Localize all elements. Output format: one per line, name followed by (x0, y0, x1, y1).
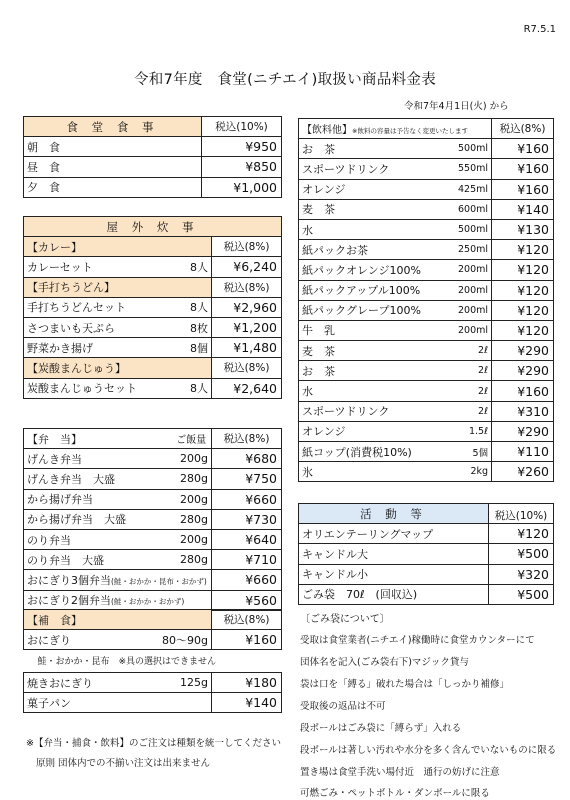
item-price: ¥290 (492, 421, 554, 441)
item-name: 朝 食 (24, 137, 202, 157)
outdoor-table (23, 216, 282, 399)
table-row (299, 381, 554, 401)
table-row (24, 673, 282, 693)
item-price: ¥750 (212, 469, 282, 489)
item-volume: 200ml (432, 300, 492, 320)
table-row (299, 320, 554, 340)
item-price: ¥710 (212, 550, 282, 570)
table-row (299, 401, 554, 421)
item-price: ¥120 (492, 280, 554, 300)
table-row (299, 341, 554, 361)
item-price: ¥140 (492, 199, 554, 219)
item-price: ¥2,640 (212, 378, 282, 398)
table-row (299, 584, 554, 604)
item-name: おにぎり (24, 630, 154, 650)
item-name: 紙パックお茶 (299, 240, 432, 260)
drinks-header: 【飲料他】 (302, 125, 352, 137)
item-volume: 200ml (432, 320, 492, 340)
item-name: 炭酸まんじゅうセット (24, 378, 174, 398)
item-volume: 2ℓ (432, 361, 492, 381)
item-price: ¥160 (492, 159, 554, 179)
table-row (299, 544, 554, 564)
table-row (24, 590, 282, 610)
item-price: ¥1,000 (202, 177, 282, 197)
order-note-1: ※【弁当・捕食・飲料】のご注文は種類を統一してください (26, 738, 281, 749)
table-row (24, 570, 282, 590)
item-volume: 2ℓ (432, 341, 492, 361)
item-price: ¥500 (489, 584, 554, 604)
item-price: ¥560 (212, 590, 282, 610)
item-price: ¥660 (212, 489, 282, 509)
item-price: ¥680 (212, 449, 282, 469)
table-row (299, 524, 554, 544)
table-row (299, 199, 554, 219)
rice-column-header: ご飯量 (172, 429, 212, 449)
item-name: げんき弁当 (24, 449, 172, 469)
item-rice: 280g (172, 550, 212, 570)
table-row (24, 509, 282, 529)
snack-table (23, 609, 282, 670)
item-name: 水 (299, 381, 432, 401)
item-volume: 550ml (432, 159, 492, 179)
item-name: 野菜かき揚げ (24, 338, 174, 358)
item-price: ¥120 (492, 320, 554, 340)
item-rice: 200g (172, 449, 212, 469)
item-volume: 2ℓ (432, 381, 492, 401)
item-name: げんき弁当 大盛 (24, 469, 172, 489)
garbage-line: 袋は口を「縛る」破れた場合は「しっかり補修」 (300, 679, 510, 690)
table-row (24, 550, 282, 570)
activities-tax: 税込(10%) (489, 504, 554, 524)
table-row (24, 157, 282, 177)
table-row (24, 257, 282, 277)
item-price: ¥660 (212, 570, 282, 590)
item-price: ¥180 (212, 673, 282, 693)
activities-table (298, 503, 554, 605)
meals-table (23, 116, 282, 198)
manju-header: 【炭酸まんじゅう】 (24, 358, 212, 378)
table-row (299, 564, 554, 584)
table-row (24, 297, 282, 317)
item-weight: 80～90g (154, 630, 212, 650)
item-price: ¥290 (492, 341, 554, 361)
item-name: おにぎり3個弁当 (27, 573, 111, 587)
item-name: 菓子パン (24, 693, 154, 713)
item-name: ごみ袋 70ℓ (回収込) (299, 584, 489, 604)
item-name: 紙パックアップル100% (299, 280, 432, 300)
item-qty: 8人 (174, 297, 212, 317)
item-rice: 200g (172, 529, 212, 549)
item-qty: 8人 (174, 257, 212, 277)
item-rice: 280g (172, 469, 212, 489)
item-name: オリエンテーリングマップ (299, 524, 489, 544)
item-price: ¥730 (212, 509, 282, 529)
table-row (24, 469, 282, 489)
snack-header: 【補 食】 (24, 610, 212, 630)
item-volume: 250ml (432, 240, 492, 260)
item-price: ¥120 (492, 300, 554, 320)
item-name: 紙コップ(消費税10%) (299, 442, 432, 462)
item-name: カレーセット (24, 257, 174, 277)
item-price: ¥640 (212, 529, 282, 549)
item-name: 夕 食 (24, 177, 202, 197)
item-volume: 2ℓ (432, 401, 492, 421)
item-price: ¥500 (489, 544, 554, 564)
table-row (299, 462, 554, 482)
item-name: オレンジ (299, 421, 432, 441)
item-price: ¥120 (489, 524, 554, 544)
manju-tax: 税込(8%) (212, 358, 282, 378)
snack-tax: 税込(8%) (212, 610, 282, 630)
page-title: 令和7年度 食堂(ニチエイ)取扱い商品料金表 (133, 72, 437, 88)
item-name: のり弁当 (24, 529, 172, 549)
activities-title: 活 動 等 (299, 504, 489, 524)
item-volume: 500ml (432, 219, 492, 239)
garbage-line: 受取後の返品は不可 (300, 701, 386, 712)
item-weight: 125g (154, 673, 212, 693)
bento-tax: 税込(8%) (212, 429, 282, 449)
item-name: スポーツドリンク (299, 401, 432, 421)
item-name: さつまいも天ぷら (24, 317, 174, 337)
outdoor-title: 屋 外 炊 事 (24, 217, 282, 237)
snack-extra-table (23, 672, 282, 713)
item-volume: 2kg (432, 462, 492, 482)
table-row (299, 240, 554, 260)
table-row (24, 317, 282, 337)
meals-tax: 税込(10%) (202, 117, 282, 137)
item-volume: 200ml (432, 280, 492, 300)
table-row (299, 421, 554, 441)
drinks-note: ※飲料の容量は予告なく変更いたします (352, 127, 468, 136)
drinks-tax: 税込(8%) (492, 119, 554, 139)
item-price: ¥850 (202, 157, 282, 177)
table-row (299, 159, 554, 179)
item-volume: 200ml (432, 260, 492, 280)
curry-tax: 税込(8%) (212, 237, 282, 257)
item-name: スポーツドリンク (299, 159, 432, 179)
item-price: ¥950 (202, 137, 282, 157)
table-row (24, 137, 282, 157)
item-weight (154, 693, 212, 713)
table-row (24, 177, 282, 197)
table-row (24, 529, 282, 549)
item-volume: 500ml (432, 139, 492, 159)
item-detail: (鮭・おかか・おかず) (111, 597, 185, 607)
item-name: 牛 乳 (299, 320, 432, 340)
item-name: お 茶 (299, 139, 432, 159)
item-name: 紙パックグレープ100% (299, 300, 432, 320)
item-name: 手打ちうどんセット (24, 297, 174, 317)
item-qty: 8枚 (174, 317, 212, 337)
version-label: R7.5.1 (523, 24, 556, 35)
table-row (299, 442, 554, 462)
table-row (299, 139, 554, 159)
table-row (299, 219, 554, 239)
item-name: のり弁当 大盛 (24, 550, 172, 570)
table-row (299, 361, 554, 381)
item-name: 麦 茶 (299, 199, 432, 219)
table-row (24, 378, 282, 398)
garbage-line: 団体名を記入(ごみ袋右下)マジック貸与 (300, 657, 469, 668)
item-price: ¥130 (492, 219, 554, 239)
table-row (24, 449, 282, 469)
table-row (24, 630, 282, 650)
item-price: ¥120 (492, 240, 554, 260)
item-price: ¥140 (212, 693, 282, 713)
table-row (24, 338, 282, 358)
order-note-2: 原則 団体内での不揃い注文は出来ません (36, 758, 211, 769)
table-row (24, 693, 282, 713)
item-volume: 425ml (432, 179, 492, 199)
table-row (299, 179, 554, 199)
item-rice: 200g (172, 489, 212, 509)
item-volume: 600ml (432, 199, 492, 219)
table-row (24, 489, 282, 509)
item-price: ¥2,960 (212, 297, 282, 317)
garbage-line: 受取は食堂業者(ニチエイ)稼働時に食堂カウンターにて (300, 635, 535, 646)
item-name: キャンドル大 (299, 544, 489, 564)
item-name: 水 (299, 219, 432, 239)
item-price: ¥6,240 (212, 257, 282, 277)
garbage-title: 〔ごみ袋について〕 (300, 614, 390, 625)
item-name: 紙パックオレンジ100% (299, 260, 432, 280)
snack-note: 鮭・おかか・昆布 ※具の選択はできません (37, 656, 217, 667)
item-name: から揚げ弁当 大盛 (24, 509, 172, 529)
item-name: お 茶 (299, 361, 432, 381)
item-price: ¥1,480 (212, 338, 282, 358)
table-row (299, 300, 554, 320)
udon-header: 【手打ちうどん】 (24, 277, 212, 297)
item-name: 麦 茶 (299, 341, 432, 361)
item-name: 昼 食 (24, 157, 202, 177)
item-name: キャンドル小 (299, 564, 489, 584)
item-name: 焼きおにぎり (24, 673, 154, 693)
item-name: おにぎり2個弁当 (27, 594, 111, 608)
item-price: ¥1,200 (212, 317, 282, 337)
item-price: ¥160 (212, 630, 282, 650)
table-row (299, 280, 554, 300)
item-qty: 8人 (174, 378, 212, 398)
garbage-line: 可燃ごみ・ペットボトル・ダンボールに限る (300, 788, 490, 799)
item-price: ¥160 (492, 381, 554, 401)
item-rice: 280g (172, 509, 212, 529)
curry-header: 【カレー】 (24, 237, 212, 257)
item-name: オレンジ (299, 179, 432, 199)
item-price: ¥290 (492, 361, 554, 381)
item-volume: 1.5ℓ (432, 421, 492, 441)
garbage-line: 段ボールは著しい汚れや水分を多く含んでいないものに限る (300, 745, 557, 756)
garbage-line: 置き場は食堂手洗い場付近 通行の妨げに注意 (300, 767, 500, 778)
item-name: 氷 (299, 462, 432, 482)
bento-header: 【弁 当】 (24, 429, 172, 449)
item-price: ¥120 (492, 260, 554, 280)
item-price: ¥160 (492, 179, 554, 199)
udon-tax: 税込(8%) (212, 277, 282, 297)
garbage-line: 段ボールはごみ袋に「縛らず」入れる (300, 723, 462, 734)
item-detail: (鮭・おかか・昆布・おかず) (111, 576, 207, 586)
bento-table (23, 428, 282, 611)
item-price: ¥110 (492, 442, 554, 462)
item-price: ¥320 (489, 564, 554, 584)
drinks-table (298, 118, 554, 482)
item-name: から揚げ弁当 (24, 489, 172, 509)
table-row (299, 260, 554, 280)
item-volume: 5個 (432, 442, 492, 462)
item-price: ¥160 (492, 139, 554, 159)
item-qty: 8個 (174, 338, 212, 358)
meals-title: 食 堂 食 事 (24, 117, 202, 137)
effective-date: 令和7年4月1日(火) から (404, 101, 509, 112)
item-price: ¥310 (492, 401, 554, 421)
item-price: ¥260 (492, 462, 554, 482)
